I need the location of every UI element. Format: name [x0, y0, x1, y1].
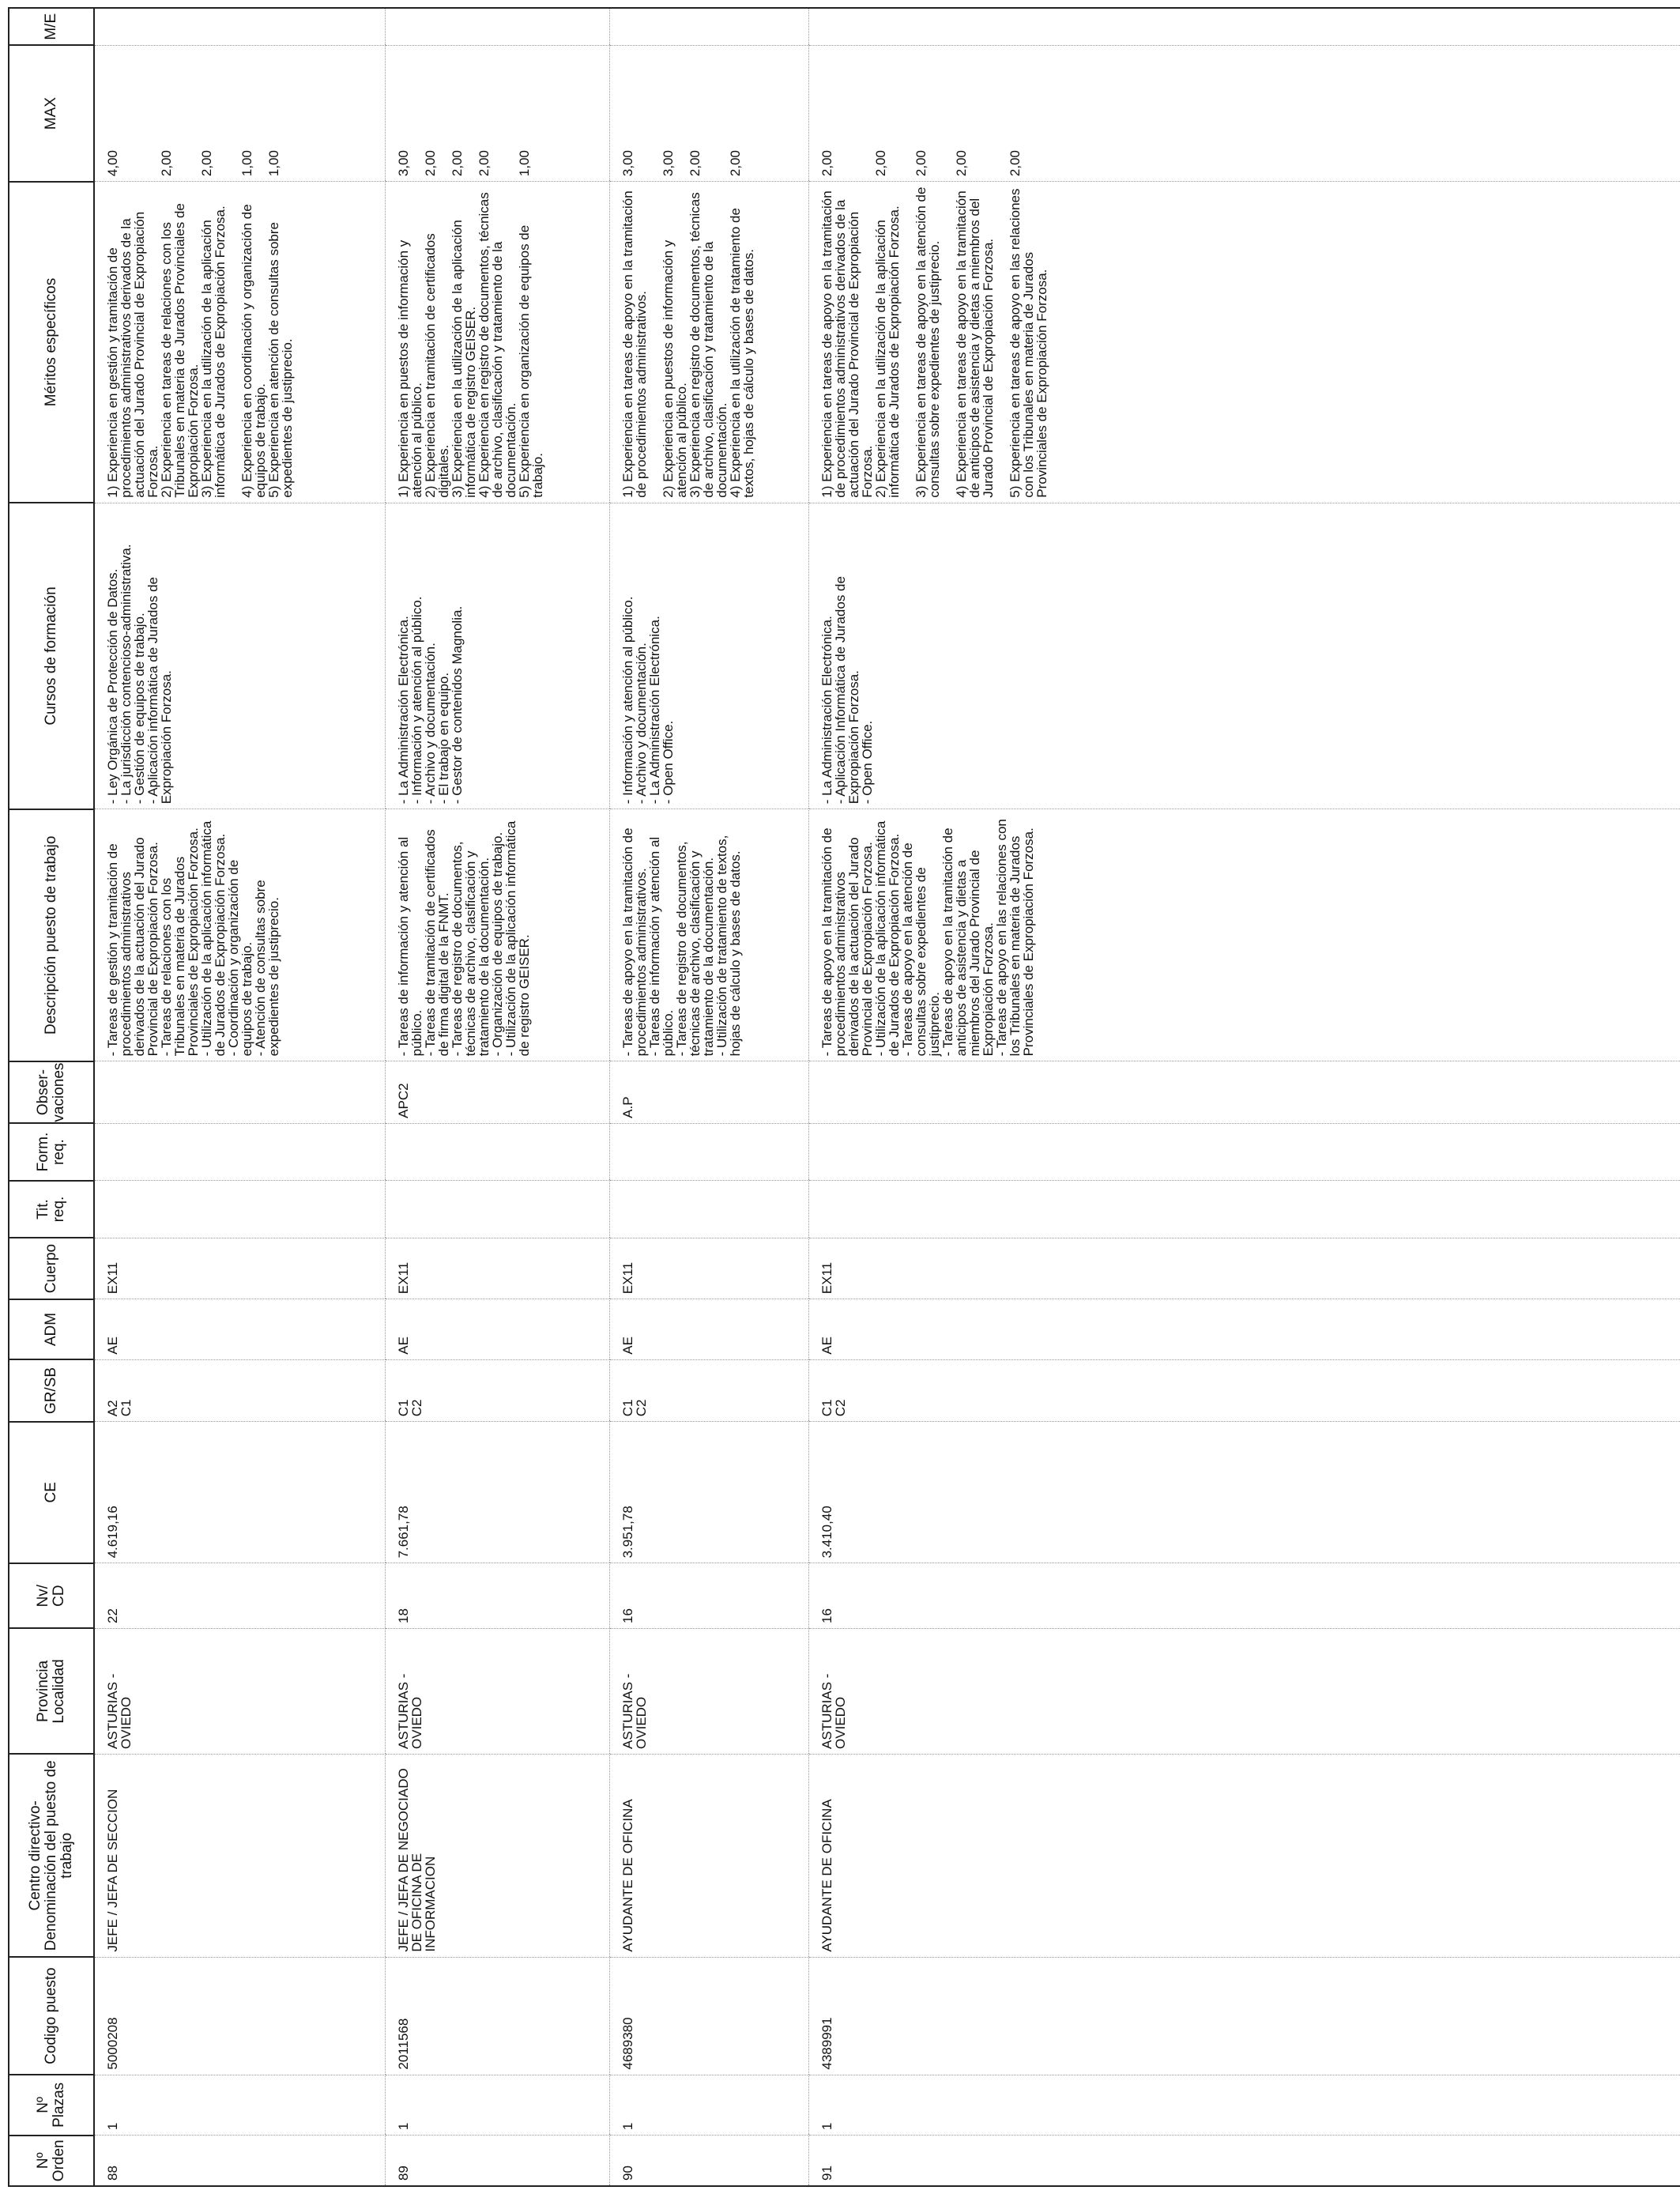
- merito-item: 1) Experiencia en puestos de información y atención al público.: [395, 239, 424, 498]
- max-value: 2,00: [953, 150, 969, 177]
- cell-max: [94, 45, 385, 181]
- cell-nivel: 16: [808, 1563, 1680, 1629]
- table-row: [385, 8, 609, 2186]
- header-descripcion: Descripción puesto de trabajo: [9, 809, 94, 1061]
- cell-orden: 91: [808, 2136, 1680, 2186]
- cell-codigo: 4389991: [808, 1957, 1680, 2075]
- cell-nivel: 16: [609, 1563, 808, 1629]
- cell-adm: AE: [609, 1299, 808, 1359]
- cell-centro: AYUDANTE DE OFICINA: [808, 1754, 1680, 1957]
- cell-ce: 7.661,78: [385, 1422, 609, 1563]
- cell-nivel: 22: [94, 1563, 385, 1629]
- cell-codigo: 5000208: [94, 1957, 385, 2075]
- cell-obs: [94, 1061, 385, 1124]
- max-value: 2,00: [1007, 150, 1023, 177]
- header-form: Form. req.: [9, 1123, 94, 1180]
- cell-me: [385, 8, 609, 45]
- max-value: 3,00: [620, 150, 635, 177]
- table-row: [94, 8, 385, 2186]
- cell-cuerpo: EX11: [808, 1238, 1680, 1299]
- header-codigo: Codigo puesto: [9, 1957, 94, 2075]
- header-tit: Tit. req.: [9, 1181, 94, 1238]
- header-plazas: Nº Plazas: [9, 2075, 94, 2135]
- header-grsb: GR/SB: [9, 1359, 94, 1422]
- cell-plazas: 1: [609, 2075, 808, 2135]
- cell-centro: JEFE / JEFA DE SECCION: [94, 1754, 385, 1957]
- cell-descripcion: - Tareas de apoyo en la tramitación de procedimientos administrativos derivados de la actuación del Jurado Provincial de Expropiación Forzosa. - Utilización de la aplicación informática de Jurados de Expropiación Forzosa. - Tareas de apoyo en la atención de consultas sobre expedientes de justiprecio. - Tareas de apoyo en la tramitación de anticipos de asistencia y dietas a miembros del Jurado Provincial de Expropiación Forzosa. - Tareas de apoyo en las relaciones con los Tribunales en materia de Jurados Provinciales de Expropiación Forzosa.: [808, 809, 1680, 1061]
- max-value: 2,00: [687, 150, 703, 177]
- header-meritos: Méritos específicos: [9, 182, 94, 503]
- cell-plazas: 1: [808, 2075, 1680, 2135]
- cell-tit: [808, 1181, 1680, 1238]
- max-value: 2,00: [819, 150, 834, 177]
- max-value: 1,00: [239, 150, 254, 177]
- merito-item: 3) Experiencia en la utilización de la aplicación informática de Jurados de Expropiación Forzosa.: [199, 205, 228, 498]
- cell-obs: APC2: [385, 1061, 609, 1124]
- cell-meritos: [385, 182, 609, 503]
- header-centro: Centro directivo- Denominación del puesto de trabajo: [9, 1754, 94, 1957]
- cell-provincia: ASTURIAS - OVIEDO: [385, 1628, 609, 1754]
- max-value: 2,00: [476, 150, 492, 177]
- table-row: [609, 8, 808, 2186]
- cell-grsb: C1 C2: [609, 1359, 808, 1422]
- merito-item: 1) Experiencia en gestión y tramitación de procedimientos administrativos derivados de la actuación del Jurado Provincial de Expropiación Forzosa.: [105, 211, 160, 498]
- merito-item: 4) Experiencia en coordinación y organización de equipos de trabajo.: [239, 204, 268, 498]
- cell-tit: [94, 1181, 385, 1238]
- max-value: 2,00: [872, 150, 888, 177]
- header-provincia: Provincia Localidad: [9, 1628, 94, 1754]
- header-max: MAX: [9, 45, 94, 181]
- max-value: 2,00: [449, 150, 465, 177]
- cell-obs: A.P: [609, 1061, 808, 1124]
- merito-item: 5) Experiencia en tareas de apoyo en las relaciones con los Tribunales en materia de Jurados Provinciales de Expropiación Forzosa.: [1007, 188, 1049, 498]
- cell-codigo: 2011568: [385, 1957, 609, 2075]
- cell-descripcion: - Tareas de información y atención al público. - Tareas de tramitación de certificados de firma digital de la FNMT. - Tareas de registro de documentos, técnicas de archivo, clasificación y tratamiento de la documentación. - Organización de equipos de trabajo. - Utilización de la aplicación informática de registro GEISER.: [385, 809, 609, 1061]
- cell-plazas: 1: [94, 2075, 385, 2135]
- cell-tit: [609, 1181, 808, 1238]
- merito-item: 5) Experiencia en atención de consultas sobre expedientes de justiprecio.: [266, 222, 295, 498]
- cell-orden: 90: [609, 2136, 808, 2186]
- max-value: 3,00: [660, 150, 676, 177]
- max-value: 2,00: [159, 150, 174, 177]
- cell-provincia: ASTURIAS - OVIEDO: [94, 1628, 385, 1754]
- max-value: 2,00: [422, 150, 438, 177]
- cell-plazas: 1: [385, 2075, 609, 2135]
- cell-adm: AE: [808, 1299, 1680, 1359]
- cell-orden: 88: [94, 2136, 385, 2186]
- cell-cuerpo: EX11: [94, 1238, 385, 1299]
- cell-centro: AYUDANTE DE OFICINA: [609, 1754, 808, 1957]
- header-me: M/E: [9, 8, 94, 45]
- header-orden: Nº Orden: [9, 2136, 94, 2186]
- cell-me: [94, 8, 385, 45]
- cell-max: [385, 45, 609, 181]
- cell-grsb: C1 C2: [385, 1359, 609, 1422]
- max-value: 1,00: [516, 150, 532, 177]
- cell-cursos: - La Administración Electrónica. - Información y atención al público. - Archivo y documentación. - El trabajo en equipo. - Gestor de contenidos Magnolia.: [385, 503, 609, 809]
- header-obs: Obser- vaciones: [9, 1061, 94, 1124]
- cell-form: [808, 1123, 1680, 1180]
- cell-centro: JEFE / JEFA DE NEGOCIADO DE OFICINA DE INFORMACION: [385, 1754, 609, 1957]
- header-cuerpo: Cuerpo: [9, 1238, 94, 1299]
- merito-item: 3) Experiencia en la utilización de la aplicación informática de registro GEISER.: [449, 220, 478, 498]
- max-value: 2,00: [727, 150, 743, 177]
- cell-cursos: - Ley Orgánica de Protección de Datos. - La jurisdicción contencioso-administrativa. - Gestión de equipos de trabajo. - Aplicación informática de Jurados de Expropiación Forzosa.: [94, 503, 385, 809]
- cell-meritos: [609, 182, 808, 503]
- table-header: [9, 8, 94, 2186]
- merito-item: 2) Experiencia en tramitación de certificados digitales.: [422, 233, 451, 498]
- cell-tit: [385, 1181, 609, 1238]
- cell-ce: 3.410,40: [808, 1422, 1680, 1563]
- merito-item: 1) Experiencia en tareas de apoyo en la tramitación de procedimientos administrativos derivados de la actuación del Jurado Provincial de Expropiación Forzosa.: [819, 190, 875, 498]
- job-positions-table: [8, 7, 1680, 2187]
- merito-item: 4) Experiencia en la utilización de tratamiento de textos, hojas de cálculo y bases de datos.: [727, 208, 756, 498]
- cell-meritos: [808, 182, 1680, 503]
- max-value: 4,00: [105, 150, 120, 177]
- cell-cuerpo: EX11: [609, 1238, 808, 1299]
- cell-me: [609, 8, 808, 45]
- max-value: 2,00: [199, 150, 214, 177]
- cell-ce: 4.619,16: [94, 1422, 385, 1563]
- cell-descripcion: - Tareas de gestión y tramitación de procedimientos administrativos derivados de la actuación del Jurado Provincial de Expropiación Forzosa. - Tareas de relaciones con los Tribunales en materia de Jurados Provinciales de Expropiación Forzosa. - Utilización de la aplicación informática de Jurados de Expropiación Forzosa. - Coordinación y organización de equipos de trabajo. - Atención de consultas sobre expedientes de justiprecio.: [94, 809, 385, 1061]
- cell-ce: 3.951,78: [609, 1422, 808, 1563]
- cell-max: [609, 45, 808, 181]
- header-adm: ADM: [9, 1299, 94, 1359]
- merito-item: 2) Experiencia en tareas de relaciones con los Tribunales en materia de Jurados Provinciales de Expropiación Forzosa.: [159, 203, 201, 498]
- max-value: 3,00: [395, 150, 411, 177]
- merito-item: 3) Experiencia en registro de documentos, técnicas de archivo, clasificación y tratamiento de la documentación.: [687, 192, 729, 498]
- header-ce: CE: [9, 1422, 94, 1563]
- table-body: [94, 8, 1680, 2186]
- max-value: 2,00: [913, 150, 929, 177]
- merito-item: 5) Experiencia en organización de equipos de trabajo.: [516, 224, 545, 498]
- cell-provincia: ASTURIAS - OVIEDO: [808, 1628, 1680, 1754]
- cell-obs: [808, 1061, 1680, 1124]
- merito-item: 2) Experiencia en puestos de información y atención al público.: [660, 239, 689, 498]
- merito-item: 2) Experiencia en la utilización de la aplicación informática de Jurados de Expropiación Forzosa.: [872, 205, 902, 498]
- cell-me: [808, 8, 1680, 45]
- header-cursos: Cursos de formación: [9, 503, 94, 809]
- cell-orden: 89: [385, 2136, 609, 2186]
- cell-meritos: [94, 182, 385, 503]
- cell-max: [808, 45, 1680, 181]
- cell-adm: AE: [94, 1299, 385, 1359]
- cell-grsb: A2 C1: [94, 1359, 385, 1422]
- cell-cuerpo: EX11: [385, 1238, 609, 1299]
- cell-form: [385, 1123, 609, 1180]
- header-nivel: Nv/ CD: [9, 1563, 94, 1629]
- table-row: [808, 8, 1680, 2186]
- cell-cursos: - La Administración Electrónica. - Aplicación Informática de Jurados de Expropiación Forzosa. - Open Office.: [808, 503, 1680, 809]
- cell-codigo: 4689380: [609, 1957, 808, 2075]
- cell-adm: AE: [385, 1299, 609, 1359]
- merito-item: 3) Experiencia en tareas de apoyo en la atención de consultas sobre expedientes de justiprecio.: [913, 187, 942, 498]
- cell-nivel: 18: [385, 1563, 609, 1629]
- cell-grsb: C1 C2: [808, 1359, 1680, 1422]
- cell-form: [609, 1123, 808, 1180]
- merito-item: 4) Experiencia en tareas de apoyo en la tramitación de anticipos de asistencia y dietas a miembros del Jurado Provincial de Expropiación Forzosa.: [953, 190, 996, 498]
- cell-descripcion: - Tareas de apoyo en la tramitación de procedimientos administrativos. - Tareas de información y atención al público. - Tareas de registro de documentos, técnicas de archivo, clasificación y tratamiento de la documentación. - Utilización de tratamiento de textos, hojas de cálculo y bases de datos.: [609, 809, 808, 1061]
- cell-form: [94, 1123, 385, 1180]
- merito-item: 4) Experiencia en registro de documentos, técnicas de archivo, clasificación y tratamiento de la documentación.: [476, 192, 518, 498]
- cell-cursos: - Información y atención al público. - Archivo y documentación. - La Administración Electrónica. - Open Office.: [609, 503, 808, 809]
- merito-item: 1) Experiencia en tareas de apoyo en la tramitación de procedimientos administrativos.: [620, 190, 649, 498]
- cell-provincia: ASTURIAS - OVIEDO: [609, 1628, 808, 1754]
- max-value: 1,00: [266, 150, 281, 177]
